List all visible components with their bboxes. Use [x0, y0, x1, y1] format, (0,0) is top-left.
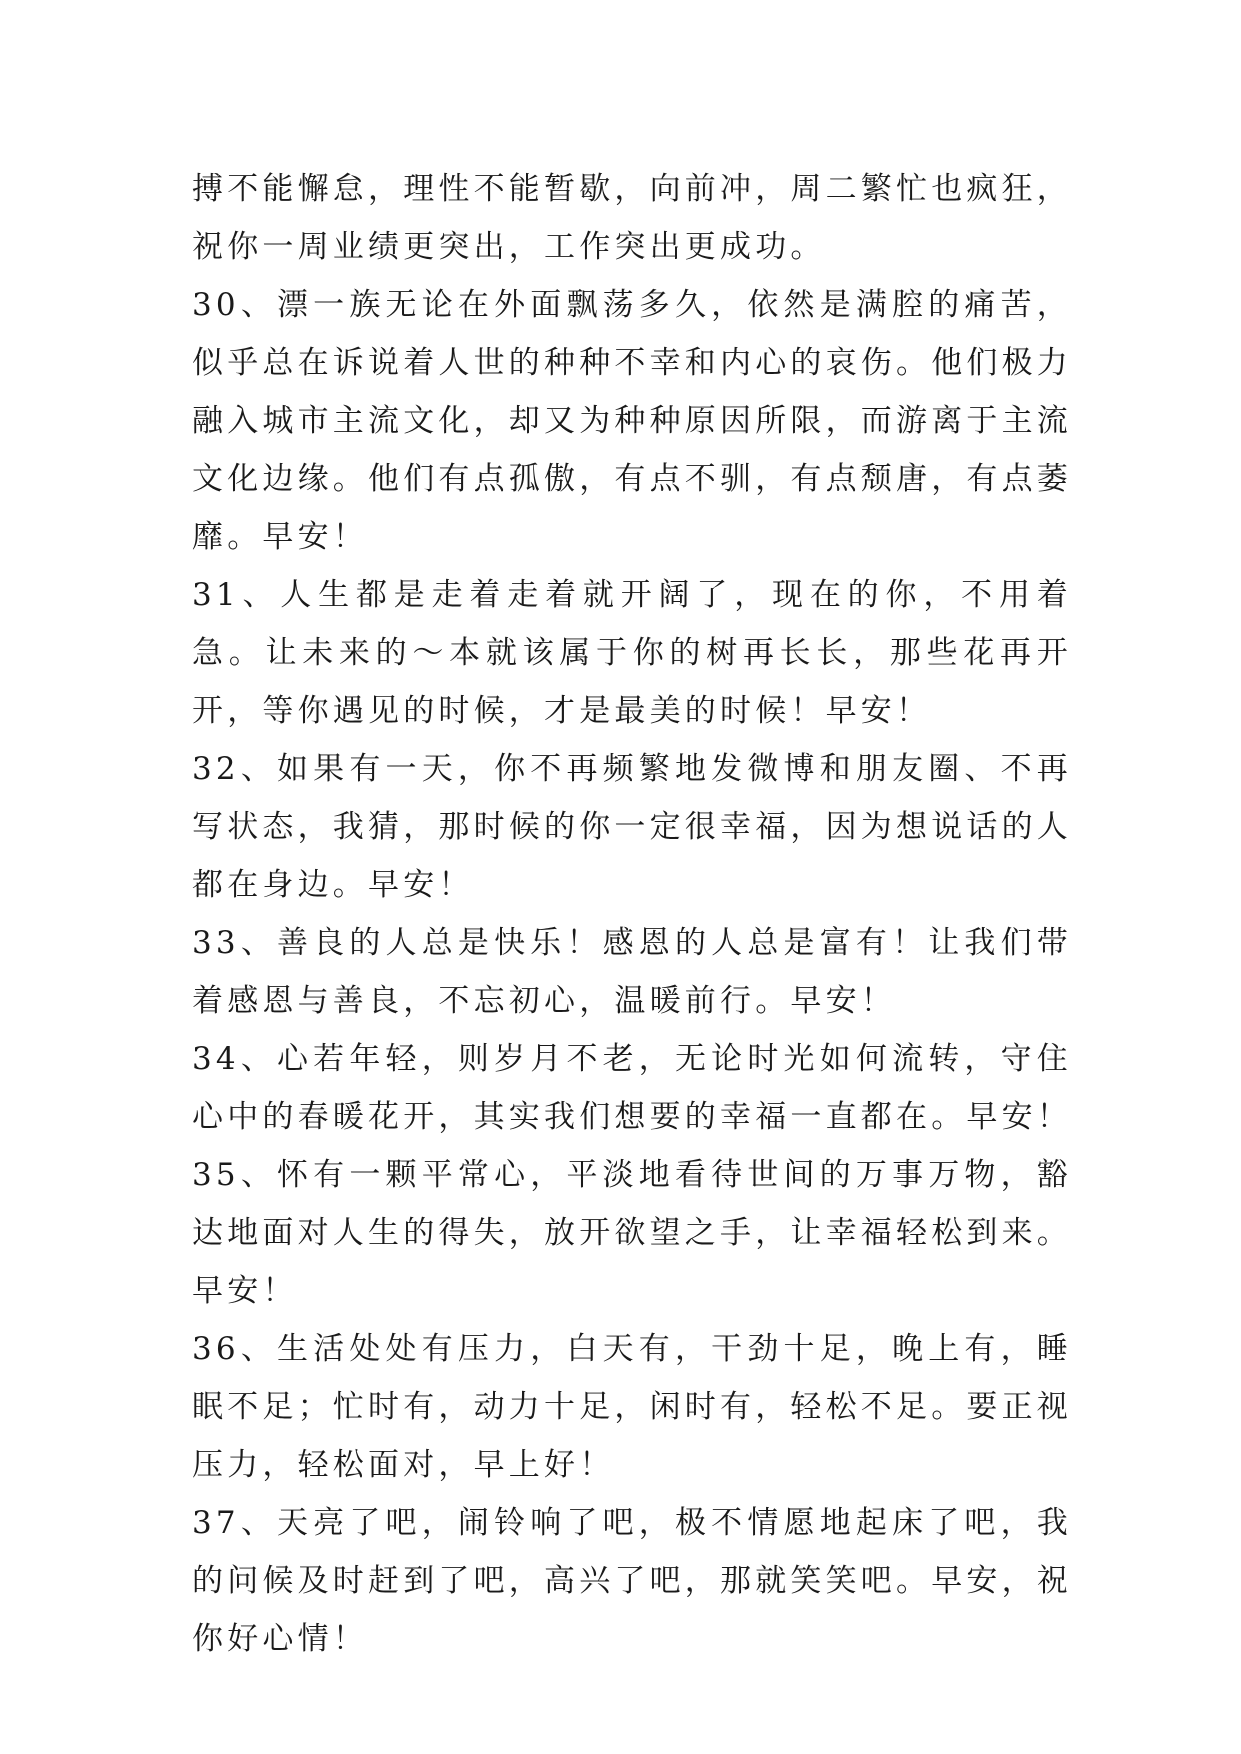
paragraph-35: 35、怀有一颗平常心，平淡地看待世间的万事万物，豁达地面对人生的得失，放开欲望之手，让幸福轻松到来。早安！ — [192, 1157, 1072, 1309]
paragraph-32: 32、如果有一天，你不再频繁地发微博和朋友圈、不再写状态，我猜，那时候的你一定很幸福，因为想说话的人都在身边。早安！ — [192, 751, 1072, 903]
document-body — [192, 160, 1072, 1668]
paragraph-31: 31、人生都是走着走着就开阔了，现在的你，不用着急。让未来的～本就该属于你的树再长长，那些花再开开，等你遇见的时候，才是最美的时候！早安！ — [192, 577, 1072, 729]
paragraph-30: 30、漂一族无论在外面飘荡多久，依然是满腔的痛苦，似乎总在诉说着人世的种种不幸和内心的哀伤。他们极力融入城市主流文化，却又为种种原因所限，而游离于主流文化边缘。他们有点孤傲，有点不驯，有点颓唐，有点萎靡。早安！ — [192, 287, 1072, 555]
paragraph-34: 34、心若年轻，则岁月不老，无论时光如何流转，守住心中的春暖花开，其实我们想要的幸福一直都在。早安！ — [192, 1041, 1072, 1135]
paragraph-continuation: 搏不能懈怠，理性不能暂歇，向前冲，周二繁忙也疯狂，祝你一周业绩更突出，工作突出更成功。 — [192, 171, 1072, 265]
paragraph-37: 37、天亮了吧，闹铃响了吧，极不情愿地起床了吧，我的问候及时赶到了吧，高兴了吧，那就笑笑吧。早安，祝你好心情！ — [192, 1505, 1072, 1657]
paragraph-36: 36、生活处处有压力，白天有，干劲十足，晚上有，睡眠不足；忙时有，动力十足，闲时有，轻松不足。要正视压力，轻松面对，早上好！ — [192, 1331, 1072, 1483]
paragraph-33: 33、善良的人总是快乐！感恩的人总是富有！让我们带着感恩与善良，不忘初心，温暖前行。早安！ — [192, 925, 1072, 1019]
